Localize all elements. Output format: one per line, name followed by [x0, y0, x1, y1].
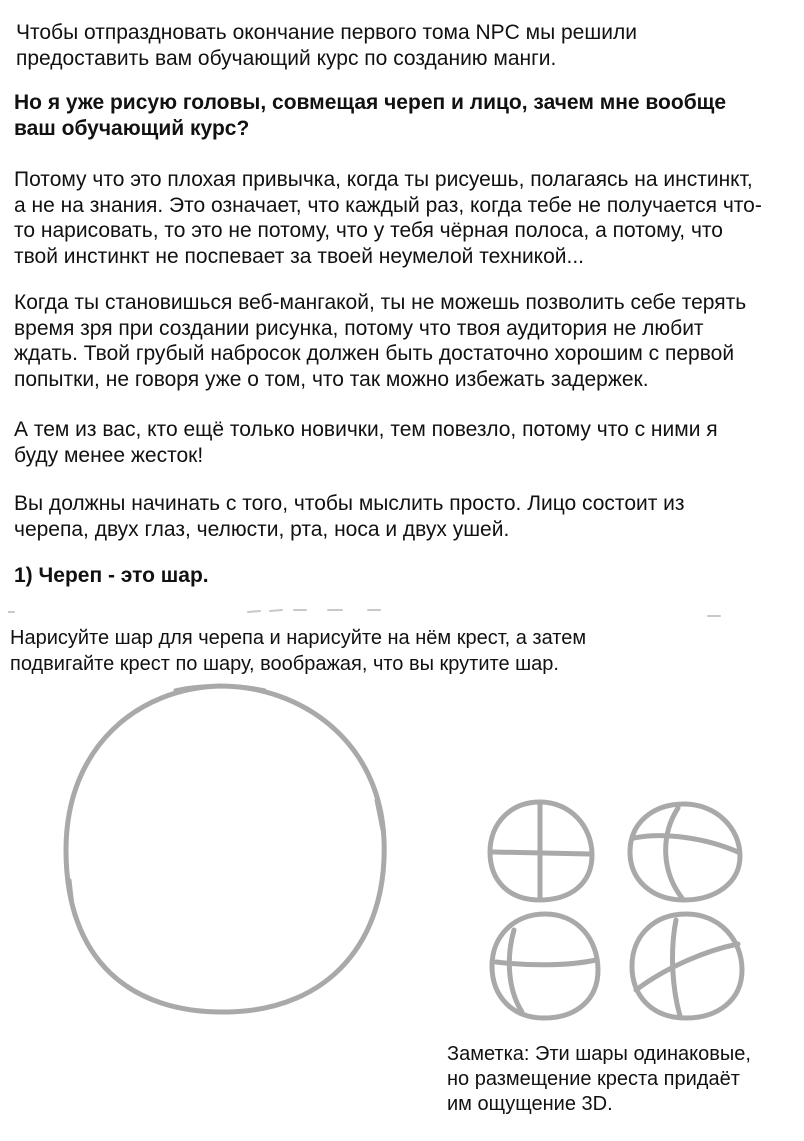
question-line: ваш обучающий курс? [14, 116, 250, 140]
note-line: им ощущение 3D. [447, 1093, 613, 1115]
step-1-title: 1) Череп - это шар. [14, 564, 209, 587]
note-line: но размещение креста придаёт [447, 1068, 740, 1090]
small-sphere-cross-left [492, 914, 598, 1018]
intro-line: предоставить вам обучающий курс по созданию манги. [16, 46, 557, 70]
paragraph-line: Потому что это плохая привычка, когда ты рисуешь, полагаясь на инстинкт, [14, 168, 753, 191]
small-sphere-cross-rotated [630, 804, 740, 900]
paragraph-line: буду менее жесток! [14, 443, 204, 467]
paragraph-line: ждать. Твой грубый набросок должен быть достаточно хорошим с первой [14, 342, 735, 365]
small-sphere-cross-tilted [632, 914, 742, 1018]
paragraph-line: черепа, двух глаз, челюсти, рта, носа и двух ушей. [14, 517, 510, 541]
paragraph-line: Вы должны начинать с того, чтобы мыслить просто. Лицо состоит из [14, 492, 685, 515]
instruction-line: Нарисуйте шар для черепа и нарисуйте на нём крест, а затем [10, 627, 587, 649]
paragraph-line: время зря при создании рисунка, потому что твоя аудитория не любит [14, 316, 704, 340]
note-caption [447, 1042, 751, 1117]
large-sphere-sketch [66, 686, 384, 1013]
paragraph-line: А тем из вас, кто ещё только новички, тем повезло, потому что с ними я [14, 418, 718, 441]
instruction-line: подвигайте крест по шару, воображая, что вы крутите шар. [10, 653, 559, 675]
paragraph-line: то нарисовать, то это не потому, что у тебя чёрная полоса, а потому, что [14, 219, 723, 242]
paragraph-line: попытки, не говоря уже о том, что так можно избежать задержек. [14, 367, 649, 391]
small-sphere-cross-center [490, 802, 592, 900]
question-line: Но я уже рисую головы, совмещая череп и лицо, зачем мне вообще [14, 91, 727, 114]
paragraph-line: твой инстинкт не поспевает за твоей неумелой техникой... [14, 244, 585, 268]
note-line: Заметка: Эти шары одинаковые, [447, 1043, 751, 1065]
paragraph-line: а не на знания. Это означает, что каждый раз, когда тебе не получается что- [14, 193, 762, 217]
paragraph-line: Когда ты становишься веб-мангакой, ты не можешь позволить себе терять [14, 291, 747, 314]
intro-line: Чтобы отпраздновать окончание первого тома NPC мы решили [16, 21, 637, 44]
